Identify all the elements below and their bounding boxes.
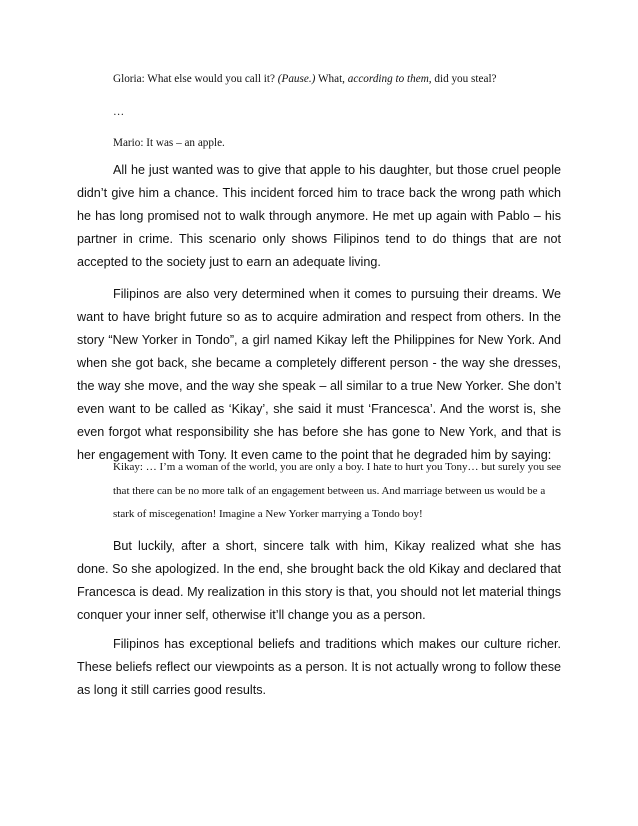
paragraph-2: Filipinos are also very determined when it comes to pursuing their dreams. We want to have bright future so as to acquire admiration and respect from others. In the story “New Yorker in Tondo”, a girl named Kikay left the Philippines for New York. And when she got back, she became a completely different person - the way she dresses, the way she move, and the way she speak – all similar to a true New Yorker. She don’t even want to be called as ‘Kikay’, she said it must ‘Francesca’. And the worst is, she even forgot what responsibility she has before she has gone to New York, and that is her engagement with Tony. It even came to the point that he degraded him by saying: [77,287,561,462]
dialogue-ellipsis: … [113,106,125,118]
dialogue-line-mario: Mario: It was – an apple. [113,137,225,149]
paragraph-4: Filipinos has exceptional beliefs and traditions which makes our culture richer. These beliefs reflect our viewpoints as a person. It is not actually wrong to follow these as long it still carries good results. [77,637,561,697]
gloria-pause-direction: (Pause.) [277,73,316,85]
paragraph-1: All he just wanted was to give that apple to his daughter, but those cruel people didn’t give him a chance. This incident forced him to trace back the wrong path which he has long promised not to walk through anymore. He met up again with Pablo – his partner in crime. This scenario only shows Filipinos tend to do things that are not accepted to the society just to earn an adequate living. [77,163,561,269]
block-quote-kikay: Kikay: … I’m a woman of the world, you are only a boy. I hate to hurt you Tony… but surely you see that there can be no more talk of an engagement between us. And marriage between us would be a stark of miscegenation! Imagine a New Yorker marrying a Tondo boy! [113,461,561,520]
dialogue-line-gloria [113,73,497,86]
gloria-text-start: Gloria: What else would you call it? [113,73,278,85]
paragraph-3: But luckily, after a short, sincere talk with him, Kikay realized what she has done. So she apologized. In the end, she brought back the old Kikay and declared that Francesca is dead. My realization in this story is that, you should not let material things conquer your inner self, otherwise it’ll change you as a person. [77,539,561,622]
gloria-text-mid: What, [315,73,348,85]
gloria-text-end: did you steal? [431,73,497,85]
gloria-italic-phrase: according to them, [347,73,432,85]
